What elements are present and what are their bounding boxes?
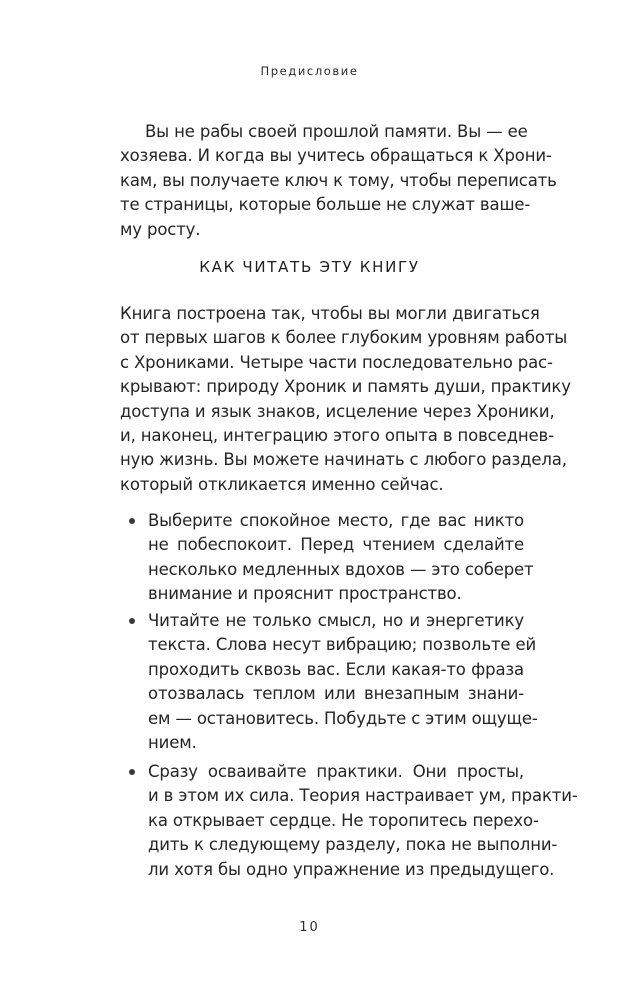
text-line: не побеспокоит. Перед чтением сделайте	[148, 535, 524, 555]
text-line: Книга построена так, чтобы вы могли двигаться	[120, 304, 540, 323]
text-line: те страницы, которые больше не служат ваше-	[120, 195, 531, 215]
text-line: который откликается именно сейчас.	[120, 474, 444, 494]
running-head: Предисловие	[260, 64, 359, 78]
text-line: ем — остановитесь. Побудьте с этим ощуще-	[148, 708, 538, 728]
bullet-item	[148, 760, 578, 882]
text-line: текста. Слова несут вибрацию; позвольте ей	[148, 635, 537, 655]
text-line: внимание и прояснит пространство.	[148, 584, 462, 604]
bullet-icon	[129, 618, 135, 624]
page-number: 10	[299, 920, 320, 935]
text-line: кам, вы получаете ключ к тому, чтобы переписать	[120, 170, 557, 190]
bullet-item	[148, 509, 534, 607]
text-line: крывают: природу Хроник и память души, практику	[120, 377, 571, 397]
text-line: проходить сквозь вас. Если какая-то фраза	[148, 659, 524, 679]
text-line: му росту.	[120, 219, 201, 239]
text-line: ка открывает сердце. Не торопитесь перехо-	[148, 810, 539, 830]
text-line: дить к следующему разделу, пока не выполни-	[148, 835, 558, 855]
section-paragraph	[120, 302, 571, 497]
bullet-item	[148, 609, 538, 755]
text-line: доступа и язык знаков, исцеление через Хроники,	[120, 401, 555, 421]
text-line: с Хрониками. Четыре части последовательно рас-	[120, 352, 553, 372]
text-line: Сразу осваивайте практики. Они просты,	[148, 762, 524, 781]
text-line: и, наконец, интеграцию этого опыта в повседнев-	[120, 425, 554, 445]
text-line: отозвалась теплом или внезапным знани-	[148, 684, 524, 704]
text-line: ную жизнь. Вы можете начинать с любого раздела,	[120, 450, 567, 470]
text-line: Вы не рабы своей прошлой памяти. Вы — ее	[145, 122, 528, 141]
bullet-icon	[129, 769, 135, 775]
text-line: и в этом их сила. Теория настраивает ум, практи-	[148, 786, 578, 806]
intro-paragraph	[120, 120, 557, 242]
text-line: ли хотя бы одно упражнение из предыдущего.	[148, 859, 555, 879]
text-line: хозяева. И когда вы учитесь обращаться к Хрони-	[120, 146, 552, 166]
text-line: нием.	[148, 732, 197, 752]
text-line: несколько медленных вдохов — это соберет	[148, 559, 534, 579]
text-line: Выберите спокойное место, где вас никто	[148, 511, 524, 530]
section-heading: КАК ЧИТАТЬ ЭТУ КНИГУ	[199, 258, 420, 276]
text-line: от первых шагов к более глубоким уровням работы	[120, 328, 568, 348]
bullet-icon	[129, 518, 135, 524]
text-line: Читайте не только смысл, но и энергетику	[148, 611, 524, 630]
